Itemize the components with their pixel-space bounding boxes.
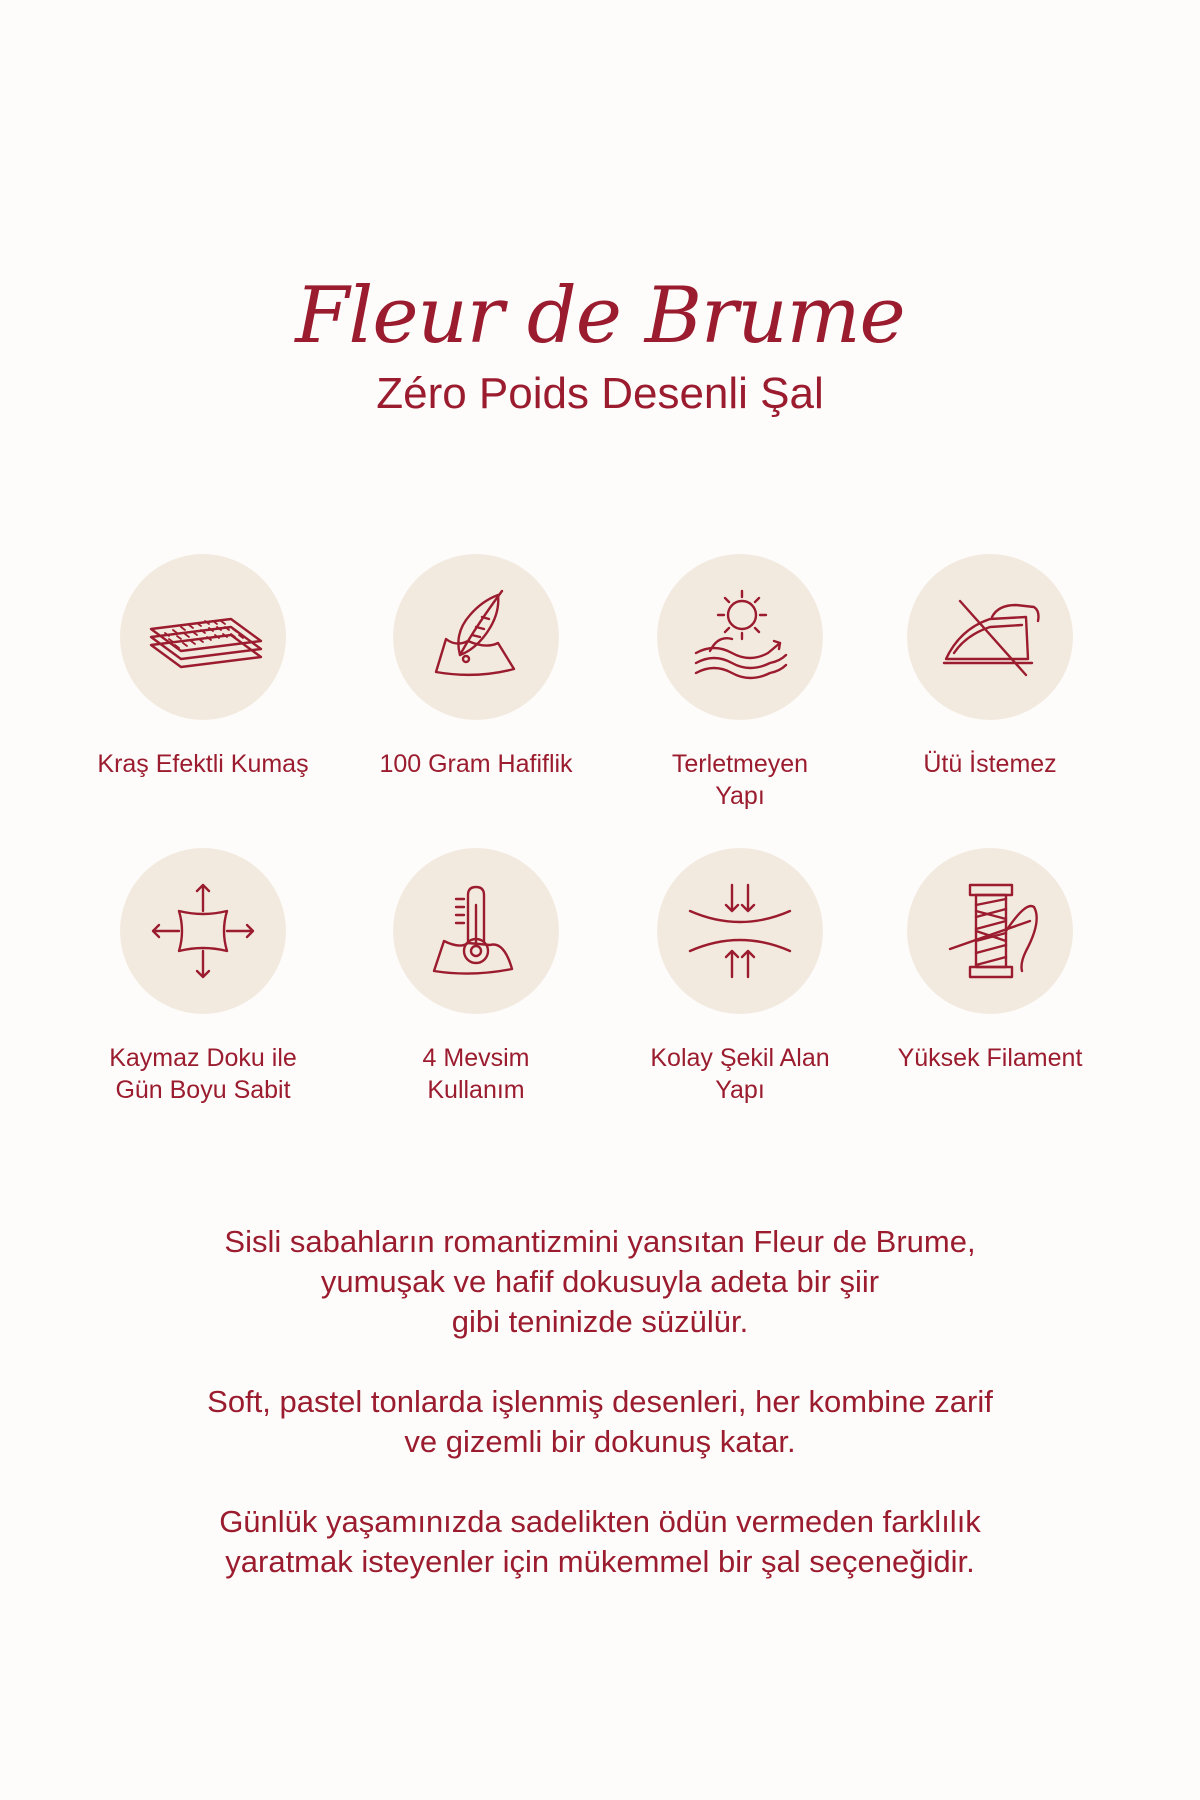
feature-crepe-fabric [73,554,333,780]
feature-high-filament [860,848,1120,1074]
crepe-fabric-icon [143,577,263,697]
no-iron-icon [930,577,1050,697]
thread-spool-icon [930,871,1050,991]
description-paragraph: Soft, pastel tonlarda işlenmiş desenleri, her kombine zarif ve gizemli bir dokunuş katar. [207,1384,993,1459]
feature-label: Kraş Efektli Kumaş [97,750,309,778]
feature-icon-circle [120,554,286,720]
feature-label: Yüksek Filament [897,1044,1083,1072]
feature-icon-circle [907,848,1073,1014]
feature-label: Kolay Şekil Alan Yapı [650,1044,830,1104]
feature-label: Terletmeyen Yapı [671,750,809,810]
product-description [0,1222,1200,1582]
feature-label: 4 Mevsim Kullanım [422,1044,530,1104]
feature-icon-circle [393,848,559,1014]
feature-breathable [610,554,870,812]
feature-icon-circle [393,554,559,720]
description-paragraph: Sisli sabahların romantizmini yansıtan Fleur de Brume, yumuşak ve hafif dokusuyla adeta bir şiir gibi teninizde süzülür. [224,1224,976,1339]
feature-no-iron [860,554,1120,780]
sun-breathable-icon [680,577,800,697]
feature-four-seasons [346,848,606,1106]
shape-compress-icon [680,871,800,991]
page-subtitle: Zéro Poids Desenli Şal [376,369,824,418]
feature-icon-circle [657,554,823,720]
feature-non-slip [73,848,333,1106]
feature-label: 100 Gram Hafiflik [379,750,573,778]
feature-label: Kaymaz Doku ile Gün Boyu Sabit [109,1044,297,1104]
feature-icon [416,577,536,697]
thermometer-icon [416,871,536,991]
feature-lightweight [346,554,606,780]
non-slip-fabric-icon [143,871,263,991]
feature-icon-circle [120,848,286,1014]
feature-icon-circle [907,554,1073,720]
feature-label: Ütü İstemez [923,750,1057,778]
feature-icon-circle [657,848,823,1014]
feature-easy-shape [610,848,870,1106]
description-paragraph: Günlük yaşamınızda sadelikten ödün vermeden farklılık yaratmak isteyenler için mükemmel bir şal seçeneğidir. [219,1504,981,1579]
page-title: Fleur de Brume [295,271,905,361]
